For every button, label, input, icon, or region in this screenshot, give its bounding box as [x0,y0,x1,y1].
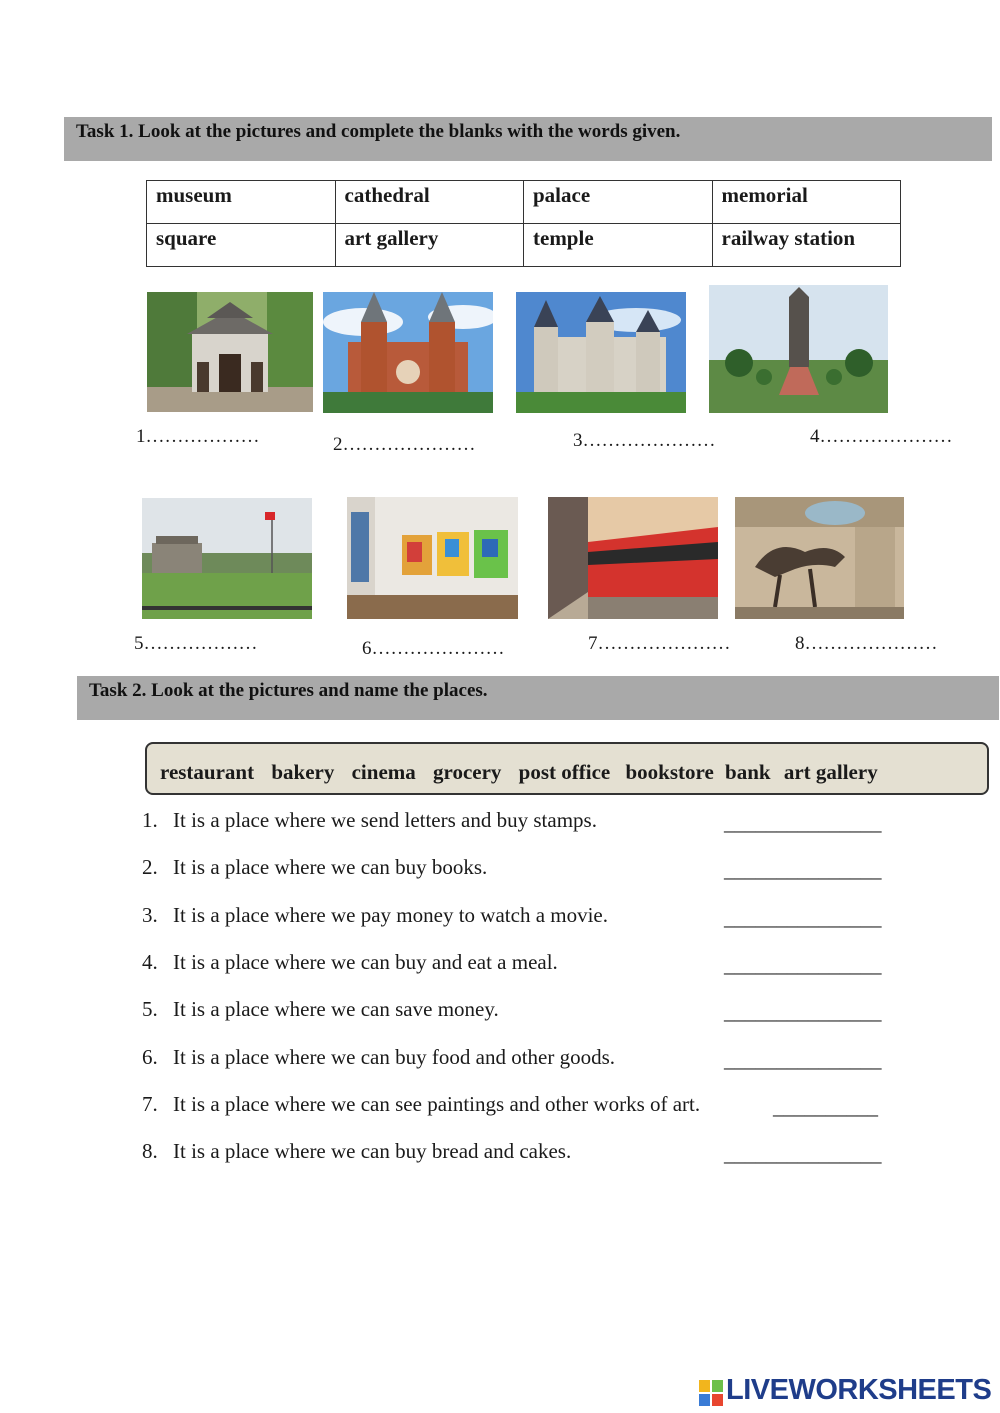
memorial-photo [709,285,888,413]
word-cell: art gallery [335,224,524,267]
question-text: It is a place where we can save money. [173,997,499,1021]
word-option: art gallery [783,760,878,784]
question-answer-blank[interactable]: _______________ [724,906,882,930]
question-2 [142,855,487,880]
question-text: It is a place where we can buy bread and cakes. [173,1139,572,1163]
word-option: bookstore [625,760,714,784]
railway-station-photo [548,497,718,619]
square-photo [142,498,312,619]
cathedral-photo [323,292,493,413]
museum-photo [735,497,904,619]
question-text: It is a place where we can buy books. [173,855,488,879]
word-option: cinema [351,760,416,784]
answer-blank-1[interactable]: 1……………… [136,426,260,447]
task1-header: Task 1. Look at the pictures and complete the blanks with the words given. [64,117,992,161]
word-cell: palace [524,181,713,224]
question-1 [142,808,597,833]
answer-blank-7[interactable]: 7………………… [588,633,731,654]
word-cell: memorial [712,181,901,224]
answer-blank-6[interactable]: 6………………… [362,638,505,659]
liveworksheets-logo[interactable]: LIVEWORKSHEETS [726,1374,992,1406]
table-row [147,181,901,224]
question-text: It is a place where we can buy food and other goods. [173,1045,616,1069]
question-5 [142,997,499,1022]
task1-word-table [146,180,901,267]
question-text: It is a place where we send letters and buy stamps. [173,808,597,832]
question-number: 3. [142,903,158,927]
question-text: It is a place where we can see paintings and other works of art. [173,1092,701,1116]
word-cell: cathedral [335,181,524,224]
question-8 [142,1139,571,1164]
question-answer-blank[interactable]: _______________ [724,1142,882,1166]
question-answer-blank[interactable]: _______________ [724,1048,882,1072]
question-text: It is a place where we pay money to watch a movie. [173,903,609,927]
question-answer-blank[interactable]: _______________ [724,1000,882,1024]
word-option: post office [518,760,611,784]
question-text: It is a place where we can buy and eat a meal. [173,950,558,974]
temple-photo [147,292,313,412]
task2-header: Task 2. Look at the pictures and name the places. [77,676,999,720]
answer-blank-3[interactable]: 3………………… [573,430,716,451]
art-gallery-photo [347,497,518,619]
question-6 [142,1045,615,1070]
question-number: 6. [142,1045,158,1069]
answer-blank-5[interactable]: 5……………… [134,633,258,654]
question-7 [142,1092,700,1117]
question-number: 2. [142,855,158,879]
question-number: 4. [142,950,158,974]
answer-blank-8[interactable]: 8………………… [795,633,938,654]
question-number: 8. [142,1139,158,1163]
answer-blank-2[interactable]: 2………………… [333,434,476,455]
answer-blank-4[interactable]: 4………………… [810,426,953,447]
question-answer-blank[interactable]: _______________ [724,953,882,977]
question-answer-blank[interactable]: __________ [773,1095,878,1119]
palace-photo [516,292,686,413]
question-answer-blank[interactable]: _______________ [724,858,882,882]
question-3 [142,903,608,928]
word-option: bank [725,760,771,784]
liveworksheets-logo-icon [699,1380,723,1406]
table-row [147,224,901,267]
word-option: bakery [271,760,335,784]
task2-word-box [145,742,989,795]
word-option: restaurant [160,760,255,784]
question-number: 7. [142,1092,158,1116]
question-answer-blank[interactable]: _______________ [724,811,882,835]
word-cell: museum [147,181,336,224]
question-4 [142,950,558,975]
word-cell: temple [524,224,713,267]
word-option: grocery [433,760,502,784]
word-cell: square [147,224,336,267]
word-cell: railway station [712,224,901,267]
question-number: 5. [142,997,158,1021]
question-number: 1. [142,808,158,832]
